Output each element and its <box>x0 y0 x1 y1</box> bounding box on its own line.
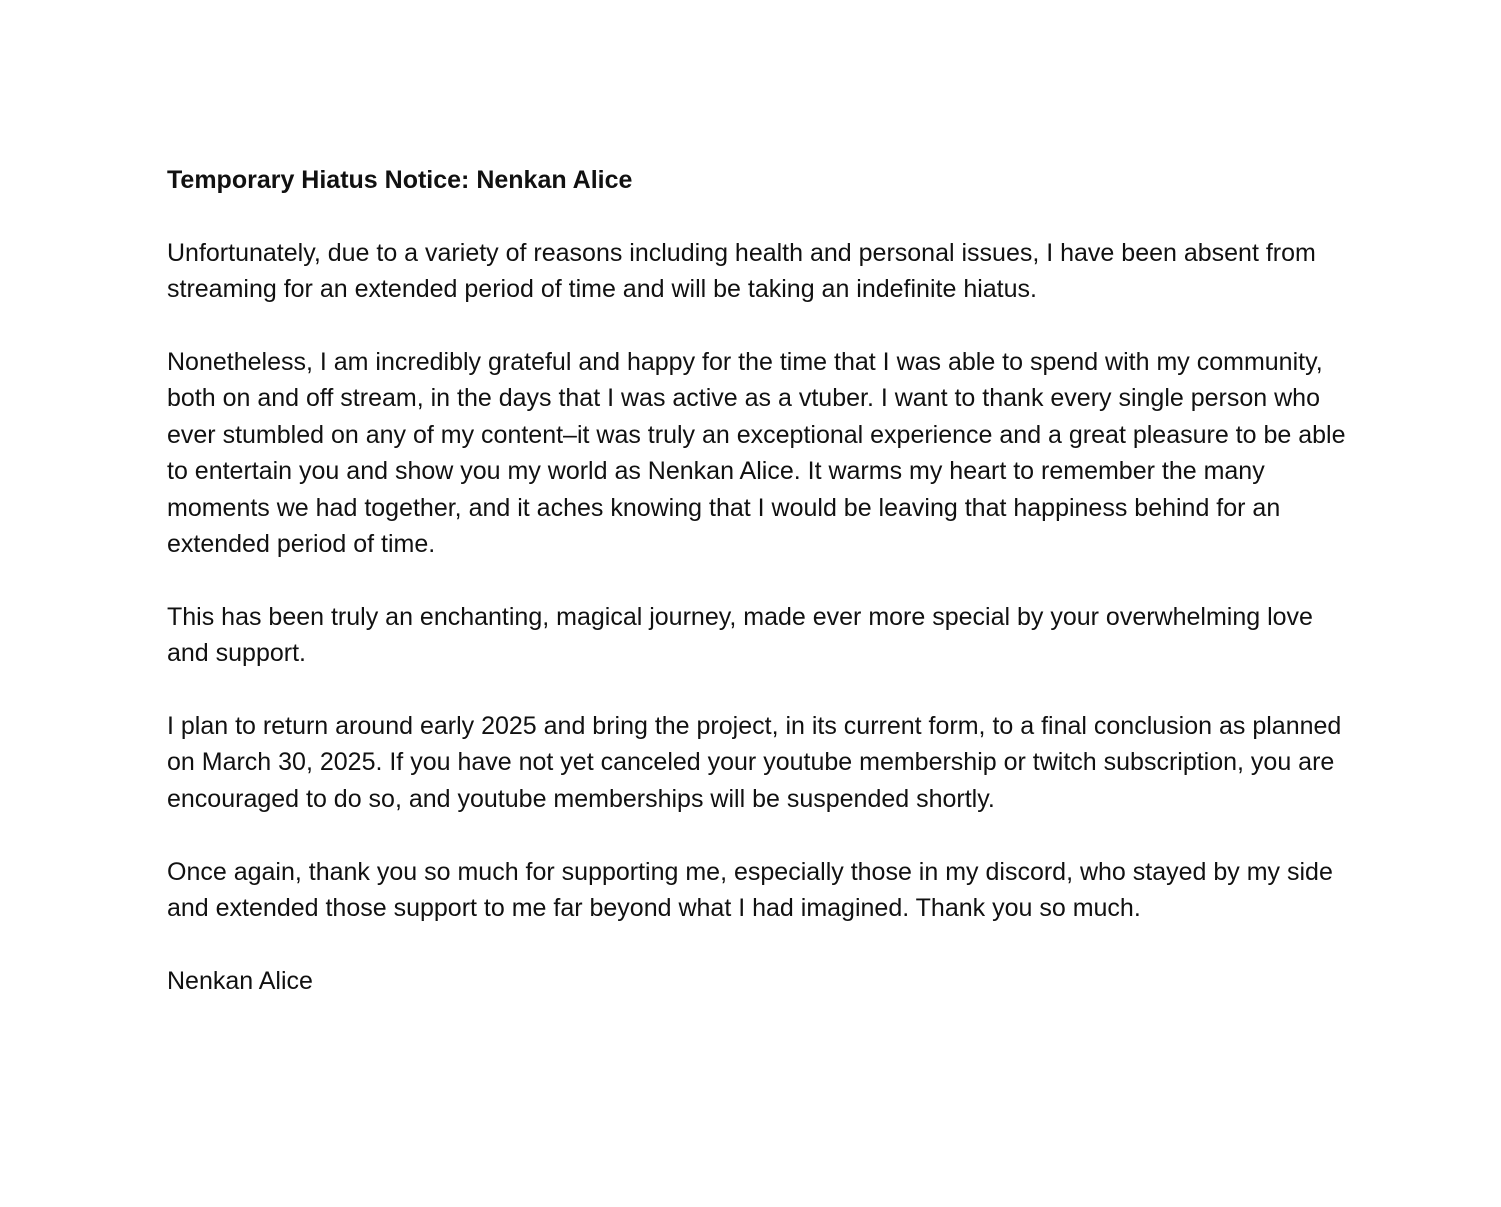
document-title: Temporary Hiatus Notice: Nenkan Alice <box>167 166 633 194</box>
paragraph-return-plan: I plan to return around early 2025 and bring the project, in its current form, to a final conclusion as planned on March 30, 2025. If you have not yet canceled your youtube membership or twitch subscription, you are encouraged to do so, and youtube memberships will be suspended shortly. <box>167 712 1342 813</box>
notice-document <box>167 162 1347 999</box>
paragraph-hiatus-reason: Unfortunately, due to a variety of reasons including health and personal issues, I have been absent from streaming for an extended period of time and will be taking an indefinite hiatus. <box>167 238 1316 304</box>
signature: Nenkan Alice <box>167 966 313 995</box>
paragraph-journey: This has been truly an enchanting, magical journey, made ever more special by your overwhelming love and support. <box>167 602 1313 668</box>
paragraph-thanks: Once again, thank you so much for supporting me, especially those in my discord, who stayed by my side and extended those support to me far beyond what I had imagined. Thank you so much. <box>167 857 1333 923</box>
paragraph-gratitude: Nonetheless, I am incredibly grateful and happy for the time that I was able to spend with my community, both on and off stream, in the days that I was active as a vtuber. I want to thank every single person who ever stumbled on any of my content–it was truly an exceptional experience and a great pleasure to be able to entertain you and show you my world as Nenkan Alice. It warms my heart to remember the many moments we had together, and it aches knowing that I would be leaving that happiness behind for an extended period of time. <box>167 348 1346 559</box>
